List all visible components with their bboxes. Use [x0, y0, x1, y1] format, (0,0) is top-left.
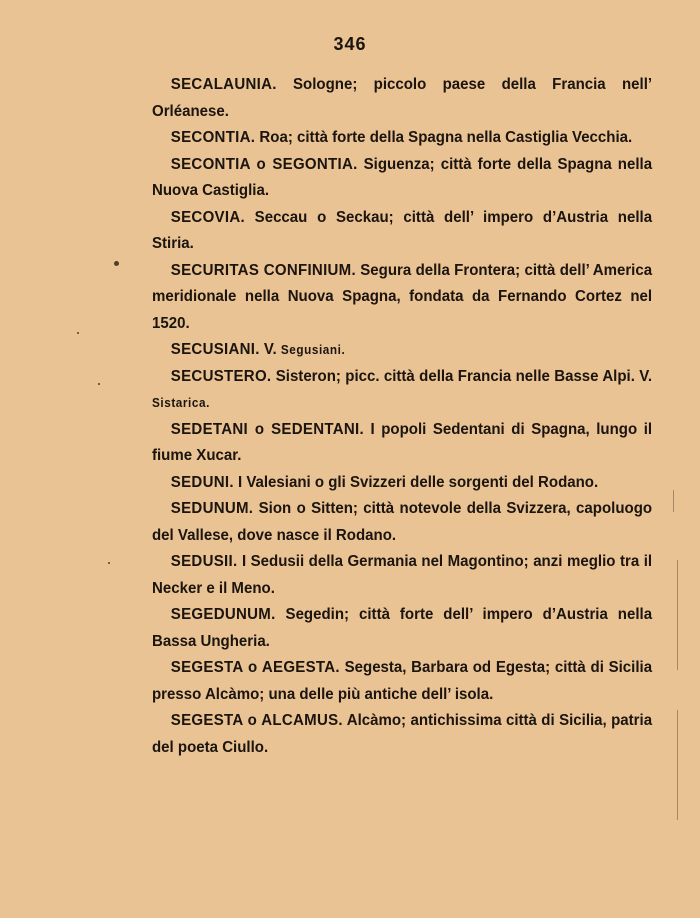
entry	[152, 549, 652, 602]
entry-headword: SECURITAS CONFINIUM.	[170, 261, 356, 279]
entry	[152, 602, 652, 655]
entry	[152, 708, 652, 761]
entry-text: V.	[259, 341, 281, 358]
entry	[152, 152, 652, 205]
entry-text: I popoli Sedentani di Spagna, lungo il fiume Xucar.	[152, 420, 653, 464]
ink-speck	[98, 383, 100, 385]
entry-list	[152, 72, 652, 761]
entry-headword: SEGEDUNUM.	[170, 606, 276, 623]
ink-speck	[108, 562, 110, 564]
entry-headword: SEDUSII.	[170, 553, 238, 570]
entry-text: Sion o Sitten; città notevole della Svizzera, capoluogo del Vallese, dove nasce il Rodano.	[152, 500, 653, 544]
entry-text: Segesta, Barbara od Egesta; città di Sicilia presso Alcàmo; una delle più antiche dell’ isola.	[152, 659, 653, 703]
entry-headword: SEDETANI o SEDENTANI.	[170, 420, 364, 438]
page-edge-mark	[677, 710, 678, 820]
entry-text: Sologne; piccolo paese della Francia nell’ Orléanese.	[152, 76, 653, 120]
entry-headword: SEGESTA o ALCAMUS.	[170, 712, 343, 729]
entry	[152, 655, 652, 708]
page-edge-mark	[677, 560, 678, 670]
entry-text: Roa; città forte della Spagna nella Castiglia Vecchia.	[255, 129, 633, 146]
entry	[152, 337, 652, 364]
entry-text: I Sedusii della Germania nel Magontino; anzi meglio tra il Necker e il Meno.	[152, 553, 653, 597]
entry-text: Seccau o Seckau; città dell’ impero d’Austria nella Stiria.	[152, 208, 653, 252]
entry	[152, 496, 652, 549]
cross-reference: Sistarica.	[152, 396, 210, 410]
entry-text: Segedin; città forte dell’ impero d’Austria nella Bassa Ungheria.	[152, 606, 653, 650]
entry	[152, 364, 652, 417]
entry	[152, 72, 652, 125]
entry-text: Segura della Frontera; città dell’ America meridionale nella Nuova Spagna, fondata da Fernando Cortez nel 1520.	[152, 261, 653, 332]
entry-text: Alcàmo; antichissima città di Sicilia, patria del poeta Ciullo.	[152, 712, 653, 756]
entry-headword: SEGESTA o AEGESTA.	[170, 659, 340, 676]
entry-headword: SECUSTERO.	[170, 367, 272, 385]
entry	[152, 470, 652, 497]
entry-headword: SECONTIA o SEGONTIA.	[170, 155, 358, 173]
entry-text: I Valesiani o gli Svizzeri delle sorgenti del Rodano.	[233, 473, 599, 491]
cross-reference: Segusiani.	[280, 343, 346, 357]
entry	[152, 258, 652, 338]
entry	[152, 417, 652, 470]
entry-text: Sisteron; picc. città della Francia nelle Basse Alpi. V.	[271, 367, 653, 385]
entry	[152, 125, 652, 152]
entry	[152, 205, 652, 258]
entry-headword: SEDUNI.	[170, 473, 234, 491]
entry-headword: SECUSIANI.	[170, 341, 260, 358]
entry-headword: SEDUNUM.	[170, 500, 254, 517]
page-edge-mark	[673, 490, 674, 512]
entry-text: Siguenza; città forte della Spagna nella Nuova Castiglia.	[152, 155, 653, 199]
entry-headword: SECONTIA.	[170, 129, 256, 146]
ink-speck	[114, 261, 119, 266]
entry-headword: SECOVIA.	[170, 208, 245, 226]
entry-headword: SECALAUNIA.	[170, 76, 277, 93]
page-number: 346	[333, 34, 367, 54]
ink-speck	[77, 332, 79, 334]
